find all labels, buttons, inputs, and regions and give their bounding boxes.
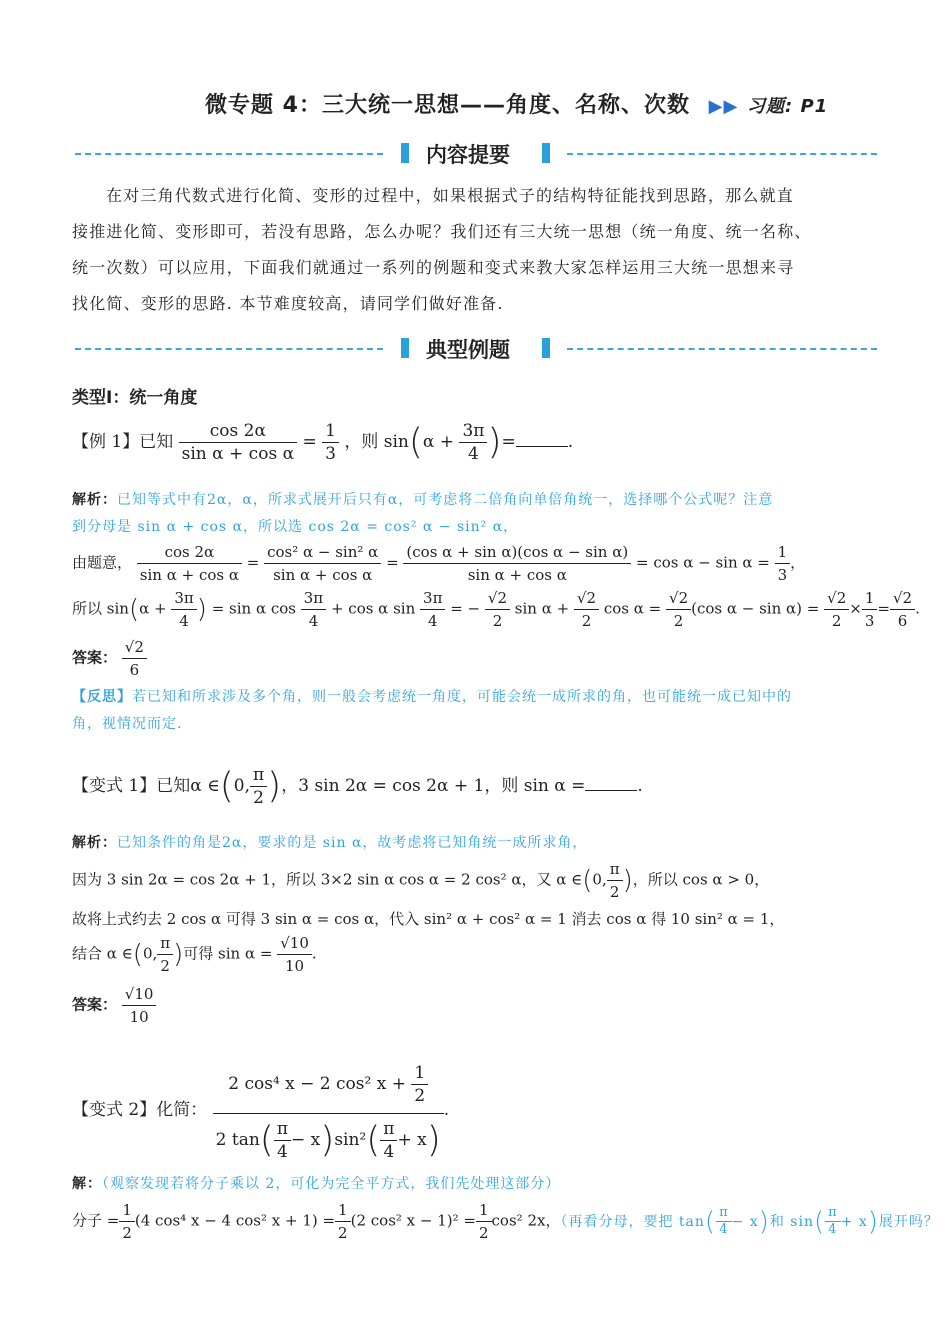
paren: ( [219, 765, 234, 807]
paren: ) [867, 1206, 879, 1237]
answer-fraction [122, 636, 147, 681]
numerator: √2 [824, 587, 849, 610]
text: 0, [142, 944, 158, 963]
fraction [274, 1118, 291, 1163]
denominator: 6 [897, 612, 908, 630]
text: − x [291, 1130, 321, 1150]
example-1 [72, 420, 573, 465]
text: = cos α − sin α = [635, 553, 770, 572]
paren: ) [320, 1119, 335, 1161]
section-bar-left [401, 338, 409, 358]
fraction [137, 541, 242, 586]
paren: ( [813, 1206, 826, 1237]
denominator: 4 [277, 1142, 288, 1162]
variant-1 [72, 764, 643, 809]
denominator: 2 [478, 1224, 489, 1242]
denominator: 4 [383, 1142, 395, 1162]
denominator: 4 [179, 612, 189, 630]
text: α + [139, 599, 167, 618]
text: = sin α cos [211, 599, 296, 618]
fraction [171, 587, 196, 632]
fraction [716, 1205, 732, 1238]
denominator: sin α + cos α [181, 444, 295, 464]
paren: ) [267, 765, 282, 807]
text: ， [790, 553, 806, 572]
numerator: √2 [890, 587, 915, 610]
paren: ) [173, 939, 184, 970]
denominator: sin α + cos α [139, 566, 239, 584]
text: − x [731, 1213, 759, 1230]
solution-3-line-1 [72, 1199, 939, 1244]
denominator: 10 [285, 957, 305, 975]
text: 0, [233, 776, 250, 796]
text: = [877, 599, 890, 618]
section-label: 典型例题 [426, 338, 510, 362]
fraction [574, 587, 599, 632]
answer-label: 答案： [72, 995, 118, 1014]
text: 由题意， [72, 553, 133, 572]
fraction [420, 587, 445, 632]
denominator: 2 [581, 612, 592, 630]
numerator: π [274, 1118, 291, 1141]
summary-line: 统一次数）可以应用，下面我们就通过一系列的例题和变式来教大家怎样运用三大统一思想来寻 [72, 258, 795, 277]
text: . [443, 1100, 450, 1120]
paren: ( [366, 1119, 381, 1161]
text: cos² 2x， [491, 1211, 561, 1230]
text: 所以 sin [72, 599, 129, 618]
reflection [72, 686, 792, 706]
fraction [824, 587, 849, 632]
text: (2 cos² x − 1)² = [350, 1211, 476, 1230]
paren: ( [128, 594, 140, 625]
section-label: 内容提要 [426, 143, 510, 167]
summary-line: 在对三角代数式进行化简、变形的过程中，如果根据式子的结构特征能找到思路，那么就直 [106, 186, 795, 205]
fraction [335, 1199, 351, 1244]
denominator: 2 [492, 612, 503, 630]
text: sin² [334, 1130, 367, 1150]
text: 展开吗？ [878, 1213, 939, 1230]
answer-blank [585, 777, 637, 791]
numerator: 3π [459, 420, 487, 443]
section-bar-right [542, 338, 550, 358]
denominator: 2 [673, 612, 684, 630]
fraction [666, 587, 691, 632]
paren: ( [132, 939, 143, 970]
variant-label: 【变式 1】已知 [72, 776, 191, 796]
text: . [637, 776, 643, 796]
numerator: 1 [862, 587, 878, 610]
page-title [205, 88, 828, 119]
paren: ( [704, 1206, 717, 1237]
numerator: 3π [420, 587, 445, 610]
solution-label: 解： [72, 1176, 102, 1192]
paren: ( [408, 421, 423, 463]
variant-label: 【变式 2】化简： [72, 1100, 208, 1120]
denominator: 2 [253, 788, 264, 808]
solution-2-hint [72, 832, 587, 852]
numerator: √2 [485, 587, 510, 610]
text: 2 tan [215, 1130, 260, 1150]
solution-2-line-1 [72, 858, 769, 903]
fraction [775, 541, 791, 586]
denominator: sin α + cos α [467, 566, 567, 584]
answer-blank [516, 433, 568, 447]
text: 2 cos⁴ x − 2 cos² x + [228, 1074, 406, 1094]
exercise-ref: 习题: P1 [747, 96, 829, 117]
text: + x [840, 1213, 868, 1230]
numerator: 1 [476, 1199, 492, 1222]
answer-fraction [122, 983, 157, 1028]
reflection-line-2: 角，视情况而定. [72, 716, 183, 732]
divider [567, 153, 877, 155]
text: 结合 α ∈ [72, 944, 133, 963]
hint-inline [560, 1205, 939, 1237]
denominator: 2 [831, 612, 842, 630]
paren: ) [487, 421, 502, 463]
text: (cos α − sin α) = [691, 599, 820, 618]
fraction [825, 1205, 841, 1238]
solution-2-line-2: 故将上式约去 2 cos α 可得 3 sin α = cos α，代入 sin² α + cos² α = 1 消去 cos α 得 10 sin² α = 1， [72, 910, 785, 928]
fraction [301, 587, 326, 632]
text: 和 sin [769, 1213, 814, 1230]
numerator: π [607, 858, 623, 881]
text: (4 cos⁴ x − 4 cos² x + 1) = [134, 1211, 336, 1230]
text: + cos α sin [330, 599, 416, 618]
denominator: 3 [777, 566, 788, 584]
solution-1-answer [72, 636, 147, 681]
text: . [915, 599, 920, 618]
fraction [179, 420, 297, 465]
text: 0, [592, 870, 607, 889]
hint-text: 已知条件的角是2α，要求的是 sin α，故考虑将已知角统一成所求角， [117, 835, 588, 851]
fraction [459, 420, 487, 465]
paren: ) [196, 594, 207, 625]
denominator: 2 [338, 1224, 348, 1242]
numerator: π [825, 1205, 841, 1222]
section-header-summary [75, 141, 877, 165]
text: . [311, 944, 317, 963]
reflection-text: 若已知和所求涉及多个角，则一般会考虑统一角度，可能会统一成所求的角，也可能统一成已知中的 [132, 689, 792, 705]
fraction [119, 1199, 135, 1244]
fraction [890, 587, 915, 632]
numerator: (cos α + sin α)(cos α − sin α) [403, 541, 631, 564]
paren: ( [259, 1119, 274, 1161]
fraction [485, 587, 510, 632]
fraction [476, 1199, 492, 1244]
numerator: 1 [322, 420, 339, 443]
text: = − [450, 599, 481, 618]
answer-label: 答案： [72, 648, 118, 667]
title-text: 微专题 4：三大统一思想——角度、名称、次数 [205, 93, 690, 118]
divider [567, 348, 877, 350]
denominator: 2 [122, 1224, 132, 1242]
fraction [607, 858, 623, 903]
solution-label: 解析： [72, 835, 117, 851]
text: 可得 sin α = [183, 944, 273, 963]
variant-2 [72, 1058, 449, 1163]
fraction [380, 1118, 397, 1163]
solution-1-hint-2: 到分母是 sin α + cos α，所以选 cos 2α = cos² α − sin² α， [72, 519, 519, 535]
paren: ) [426, 1119, 441, 1161]
summary-line: 接推进化简、变形即可，若没有思路，怎么办呢？我们还有三大统一思想（统一角度、统一名称、 [72, 222, 812, 241]
denominator: 10 [129, 1008, 149, 1026]
denominator: 3 [325, 444, 336, 464]
denominator: 3 [864, 612, 875, 630]
fraction [277, 932, 312, 977]
solution-1-step-1: 由题意， $\frac{\cos 2\alpha}{\text{sin α + cos α}}$ = $\frac{\text{cos² α − sin² α}}{\text{sin α + cos α}}$ = $\frac{\text{(cos α + sin α)(cos α − sin α)}}{\text{sin α + cos α}}$ = cos α − sin α = $\frac{1}{3}$ ， [72, 543, 806, 584]
numerator: √10 [277, 932, 312, 955]
fraction [862, 587, 878, 632]
denominator: 6 [129, 661, 140, 679]
divider [75, 348, 383, 350]
text: α ∈ [190, 776, 220, 796]
hint-text: （观察发现若将分子乘以 2，可化为完全平方式，我们先处理这部分） [102, 1176, 561, 1192]
example-label: 【例 1】已知 [72, 432, 174, 452]
text: （再看分母，要把 tan [560, 1213, 705, 1230]
numerator: π [380, 1118, 397, 1141]
hint-text: 已知等式中有2α，α，所求式展开后只有α，可考虑将二倍角向单倍角统一，选择哪个公式呢？注意 [117, 492, 774, 508]
numerator: √2 [574, 587, 599, 610]
denominator: 4 [427, 612, 438, 630]
solution-1-step-2 [72, 587, 920, 632]
denominator: 4 [719, 1222, 729, 1237]
equals: = [302, 432, 317, 452]
text: 因为 3 sin 2α = cos 2α + 1，所以 3×2 sin α cos α = 2 cos² α，又 α ∈ [72, 870, 583, 889]
paren: ) [758, 1206, 770, 1237]
denominator: 2 [609, 883, 620, 901]
divider [75, 153, 383, 155]
summary-line: 找化简、变形的思路. 本节难度较高，请同学们做好准备. [72, 294, 504, 313]
text: α + [422, 432, 455, 452]
numerator: π [716, 1205, 732, 1222]
numerator: √2 [666, 587, 691, 610]
denominator: 4 [468, 444, 479, 464]
text: + x [397, 1130, 427, 1150]
numerator: cos² α − sin² α [264, 541, 381, 564]
numerator: 3π [171, 587, 196, 610]
numerator: cos 2α [179, 420, 297, 443]
fraction [250, 764, 267, 809]
section-bar-right [542, 143, 550, 163]
solution-2-answer [72, 983, 156, 1028]
solution-2-line-3 [72, 932, 317, 977]
fraction [157, 932, 173, 977]
numerator [213, 1058, 444, 1114]
denominator: 4 [308, 612, 319, 630]
numerator: 1 [411, 1062, 428, 1085]
denominator: 2 [414, 1086, 426, 1106]
equals: = [501, 432, 516, 452]
fraction [213, 1058, 444, 1163]
numerator: √2 [122, 636, 147, 659]
numerator: π [157, 932, 173, 955]
paren: ) [622, 865, 633, 896]
type-heading: 类型Ⅰ：统一角度 [72, 388, 198, 408]
denominator: sin α + cos α [273, 566, 373, 584]
numerator: cos 2α [137, 541, 242, 564]
text: sin α + [514, 599, 570, 618]
numerator: 1 [119, 1199, 135, 1222]
section-header-examples [75, 336, 877, 360]
fraction [264, 541, 381, 586]
paren: ( [582, 865, 593, 896]
denominator: 4 [828, 1222, 838, 1237]
solution-1-hint [72, 489, 773, 509]
denominator: 2 [160, 957, 170, 975]
double-arrow-icon: ▶▶ [708, 96, 739, 117]
numerator: 1 [335, 1199, 351, 1222]
numerator: √10 [122, 983, 157, 1006]
text: ，所以 cos α > 0， [632, 870, 770, 889]
fraction [403, 541, 631, 586]
numerator: π [250, 764, 267, 787]
text: cos α = [603, 599, 662, 618]
solution-3-hint [72, 1173, 560, 1193]
fraction [322, 420, 339, 465]
text: ，3 sin 2α = cos 2α + 1，则 sin α = [281, 776, 586, 796]
numerator: 3π [301, 587, 326, 610]
numerator: 1 [775, 541, 791, 564]
summary-paragraph [72, 178, 812, 322]
denominator [213, 1114, 444, 1163]
section-bar-left [401, 143, 409, 163]
text: 分子 = [72, 1211, 120, 1230]
text: × [849, 599, 862, 618]
text: . [567, 432, 574, 452]
text: ，则 sin [344, 432, 409, 452]
fraction [411, 1062, 428, 1107]
reflection-label: 【反思】 [72, 689, 132, 705]
solution-label: 解析： [72, 492, 117, 508]
